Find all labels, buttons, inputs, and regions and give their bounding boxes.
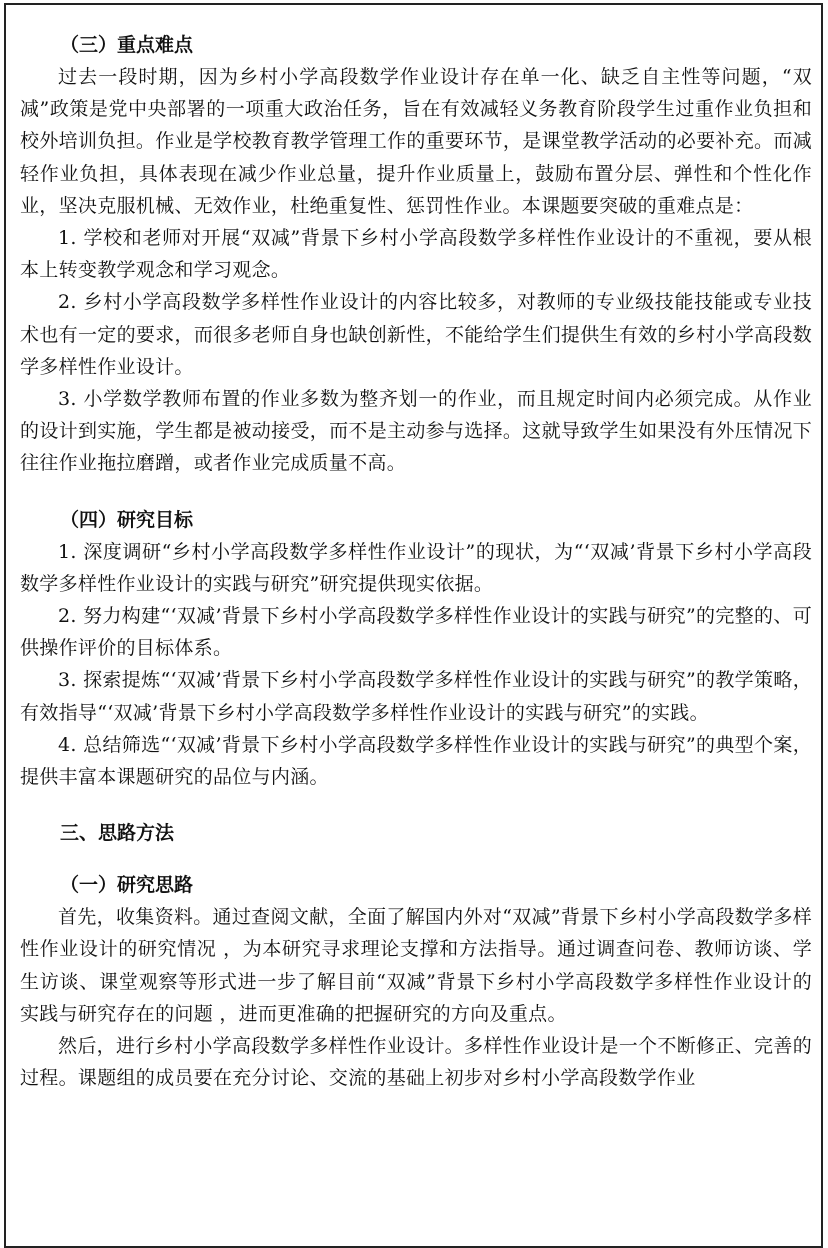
section-heading-research-goals: （四）研究目标: [60, 508, 194, 531]
paragraph: 4. 总结筛选“‘双减’背景下乡村小学高段数学多样性作业设计的实践与研究”的典型个案，提供丰富本课题研究的品位与内涵。: [20, 733, 812, 789]
spacer: [20, 849, 812, 869]
spacer: [20, 480, 812, 504]
paragraph: 3. 探索提炼“‘双减’背景下乡村小学高段数学多样性作业设计的实践与研究”的教学策略，有效指导“‘双减’背景下乡村小学高段数学多样性作业设计的实践与研究”的实践。: [20, 669, 812, 724]
paragraph: 2. 努力构建“‘双减’背景下乡村小学高段数学多样性作业设计的实践与研究”的完整的、可供操作评价的目标体系。: [20, 605, 812, 660]
paragraph: 1. 深度调研“乡村小学高段数学多样性作业设计”的现状，为“‘双减’背景下乡村小学高段数学多样性作业设计的实践与研究”研究提供现实依据。: [20, 540, 812, 595]
paragraph: 过去一段时期，因为乡村小学高段数学作业设计存在单一化、缺乏自主性等问题，“双减”政策是党中央部署的一项重大政治任务，旨在有效减轻义务教育阶段学生过重作业负担和校外培训负担。作业是学校教育教学管理工作的重要环节，是课堂教学活动的必要补充。而减轻作业负担，具体表现在减少作业总量，提升作业质量上，鼓励布置分层、弹性和个性化作业，坚决克服机械、无效作业，杜绝重复性、惩罚性作业。本课题要突破的重难点是：: [20, 66, 812, 217]
paragraph: 2. 乡村小学高段数学多样性作业设计的内容比较多，对教师的专业级技能技能或专业技术也有一定的要求，而很多老师自身也缺创新性，不能给学生们提供生有效的乡村小学高段数学多样性作业设计。: [20, 291, 812, 378]
section-heading-key-difficulties: （三）重点难点: [60, 34, 194, 56]
section-heading-research-approach: （一）研究思路: [60, 874, 194, 897]
document-body: [20, 29, 812, 1094]
part-heading-methods: 三、思路方法: [60, 822, 175, 845]
paragraph: 1. 学校和老师对开展“双减”背景下乡村小学高段数学多样性作业设计的不重视，要从根本上转变教学观念和学习观念。: [20, 227, 812, 282]
paragraph: 3. 小学数学教师布置的作业多数为整齐划一的作业，而且规定时间内必须完成。从作业的设计到实施，学生都是被动接受，而不是主动参与选择。这就导致学生如果没有外压情况下往往作业拖拉磨蹭，或者作业完成质量不高。: [20, 388, 812, 475]
spacer: [20, 793, 812, 817]
paragraph: 首先，收集资料。通过查阅文献，全面了解国内外对“双减”背景下乡村小学高段数学多样性作业设计的研究情况 ，为本研究寻求理论支撑和方法指导。通过调查问卷、教师访谈、学生访谈、课堂观察等形式进一步了解目前“双减”背景下乡村小学高段数学多样性作业设计的实践与研究存在的问题 ，进而更准确的把握研究的方向及重点。: [20, 906, 812, 1025]
paragraph: 然后，进行乡村小学高段数学多样性作业设计。多样性作业设计是一个不断修正、完善的过程。课题组的成员要在充分讨论、交流的基础上初步对乡村小学高段数学作业: [20, 1035, 812, 1090]
